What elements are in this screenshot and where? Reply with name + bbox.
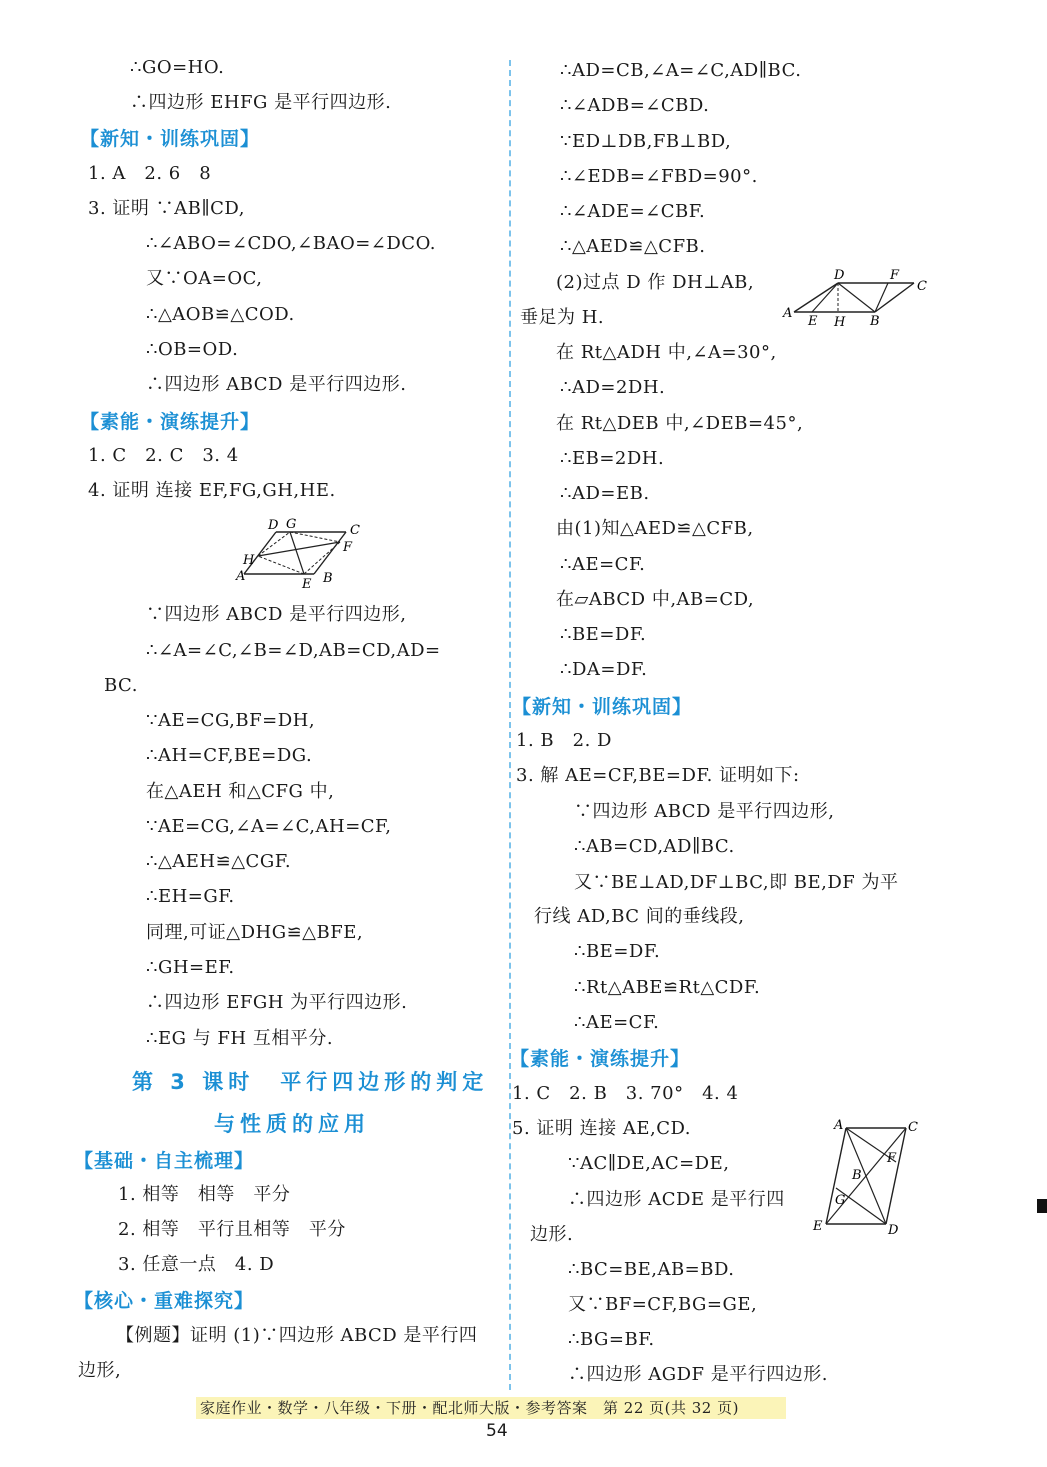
text-line: 在 Rt△DEB 中,∠DEB=45°,	[556, 413, 804, 434]
text-line: 3. 证明 ∵AB∥CD,	[88, 198, 245, 219]
page-number: 54	[486, 1421, 508, 1441]
figure-label: B	[870, 314, 880, 328]
text-line: 又∵OA=OC,	[146, 268, 263, 289]
text-line: ∴△AOB≌△COD.	[146, 304, 295, 325]
figure-label: A	[834, 1118, 844, 1133]
text-line: 1. C 2. C 3. 4	[88, 445, 239, 466]
text-line: 4. 证明 连接 EF,FG,GH,HE.	[88, 480, 336, 501]
text-line: ∴EG 与 FH 互相平分.	[146, 1028, 334, 1049]
figure-label: D	[888, 1223, 899, 1238]
section-heading: 【基础・自主梳理】	[74, 1150, 255, 1172]
section-heading: 【素能・演练提升】	[80, 411, 261, 433]
text-line: ∴Rt△ABE≌Rt△CDF.	[574, 977, 761, 998]
text-line: ∴EH=GF.	[146, 886, 235, 907]
text-line: ∵AC∥DE,AC=DE,	[568, 1153, 730, 1174]
text-line: 2. 相等 平行且相等 平分	[118, 1219, 346, 1240]
text-line: ∴∠ABO=∠CDO,∠BAO=∠DCO.	[146, 233, 437, 254]
text-line: 行线 AD,BC 间的垂线段,	[534, 906, 745, 927]
figure-label: F	[343, 540, 353, 555]
text-line: ∴四边形 EFGH 为平行四边形.	[146, 992, 408, 1013]
text-line: ∵四边形 ABCD 是平行四边形,	[146, 604, 407, 625]
section-heading: 【素能・演练提升】	[510, 1048, 691, 1070]
text-line: ∴△AEH≌△CGF.	[146, 851, 292, 872]
text-line: 3. 任意一点 4. D	[118, 1254, 275, 1275]
text-line: ∵AE=CG,BF=DH,	[146, 710, 316, 731]
figure-label: E	[302, 577, 312, 592]
text-line: ∴△AED≌△CFB.	[560, 236, 706, 257]
column-divider	[509, 60, 511, 1390]
text-line: ∴∠EDB=∠FBD=90°.	[560, 166, 758, 187]
lesson-title: 第 3 课时 平行四边形的判定	[132, 1070, 489, 1094]
figure-label: H	[834, 315, 846, 328]
text-line: ∵四边形 ABCD 是平行四边形,	[574, 801, 835, 822]
figure-label: C	[350, 523, 360, 538]
text-line: ∴GO=HO.	[130, 57, 225, 78]
section-heading: 【核心・重难探究】	[74, 1290, 255, 1312]
text-line: ∴四边形 AGDF 是平行四边形.	[568, 1364, 828, 1385]
text-line: (2)过点 D 作 DH⊥AB,	[556, 272, 755, 293]
text-line: 3. 解 AE=CF,BE=DF. 证明如下:	[516, 765, 800, 786]
parallelogram-figure-right-1	[780, 266, 930, 328]
figure-label: G	[286, 517, 297, 532]
text-line: 1. 相等 相等 平分	[118, 1184, 291, 1205]
section-heading: 【新知・训练巩固】	[512, 696, 693, 718]
figure-label: E	[808, 314, 818, 328]
figure-label: F	[890, 268, 900, 283]
text-line: ∴DA=DF.	[560, 659, 648, 680]
text-line: 5. 证明 连接 AE,CD.	[512, 1118, 691, 1139]
text-line: ∴GH=EF.	[146, 957, 235, 978]
figure-label: C	[908, 1120, 918, 1135]
text-line: ∴AD=CB,∠A=∠C,AD∥BC.	[560, 60, 802, 81]
text-line: ∴四边形 ABCD 是平行四边形.	[146, 374, 407, 395]
text-line: ∴BE=DF.	[560, 624, 647, 645]
lesson-title: 与性质的应用	[214, 1112, 370, 1136]
figure-label: H	[243, 553, 255, 568]
text-line: ∴EB=2DH.	[560, 448, 665, 469]
text-line: ∴BG=BF.	[568, 1329, 655, 1350]
figure-label: C	[917, 279, 927, 294]
text-line: 1. C 2. B 3. 70° 4. 4	[512, 1083, 739, 1104]
text-line: ∵AE=CG,∠A=∠C,AH=CF,	[146, 816, 392, 837]
figure-label: G	[835, 1193, 846, 1208]
parallelogram-figure-right-2	[808, 1116, 920, 1238]
text-line: ∴BE=DF.	[574, 941, 661, 962]
text-line: ∴AE=CF.	[574, 1012, 660, 1033]
parallelogram-figure-left	[232, 514, 372, 592]
text-line: 在△AEH 和△CFG 中,	[146, 781, 335, 802]
text-line: 边形.	[530, 1224, 574, 1245]
text-line: 垂足为 H.	[520, 307, 605, 328]
text-line: ∴四边形 EHFG 是平行四边形.	[130, 92, 392, 113]
text-line: ∴AB=CD,AD∥BC.	[574, 836, 735, 857]
text-line: 在▱ABCD 中,AB=CD,	[556, 589, 755, 610]
text-line: 由(1)知△AED≌△CFB,	[556, 518, 754, 539]
figure-label: D	[834, 268, 845, 283]
text-line: 【例题】证明 (1)∵四边形 ABCD 是平行四	[116, 1325, 478, 1346]
figure-label: D	[268, 518, 279, 533]
text-line: ∴∠A=∠C,∠B=∠D,AB=CD,AD=	[146, 640, 441, 661]
text-line: 边形,	[78, 1360, 122, 1381]
text-line: BC.	[104, 675, 138, 696]
text-line: ∴AD=EB.	[560, 483, 650, 504]
text-line: ∴∠ADE=∠CBF.	[560, 201, 706, 222]
figure-label: A	[236, 569, 246, 584]
text-line: 又∵BE⊥AD,DF⊥BC,即 BE,DF 为平	[574, 872, 899, 893]
edge-marker	[1037, 1199, 1047, 1213]
text-line: 同理,可证△DHG≌△BFE,	[146, 922, 364, 943]
figure-label: F	[887, 1151, 897, 1166]
figure-label: E	[813, 1219, 823, 1234]
figure-label: A	[783, 306, 793, 321]
text-line: ∴AH=CF,BE=DG.	[146, 745, 313, 766]
text-line: 在 Rt△ADH 中,∠A=30°,	[556, 342, 777, 363]
section-heading: 【新知・训练巩固】	[80, 128, 261, 150]
figure-label: B	[852, 1168, 862, 1183]
text-line: ∴四边形 ACDE 是平行四	[568, 1189, 785, 1210]
text-line: 又∵BF=CF,BG=GE,	[568, 1294, 758, 1315]
text-line: ∴BC=BE,AB=BD.	[568, 1259, 735, 1280]
footer-text: 家庭作业・数学・八年级・下册・配北师大版・参考答案 第 22 页(共 32 页)	[200, 1399, 739, 1417]
text-line: ∴AD=2DH.	[560, 377, 666, 398]
text-line: ∴∠ADB=∠CBD.	[560, 95, 710, 116]
text-line: ∴AE=CF.	[560, 554, 646, 575]
text-line: ∴OB=OD.	[146, 339, 239, 360]
text-line: 1. A 2. 6 8	[88, 163, 212, 184]
text-line: 1. B 2. D	[516, 730, 612, 751]
text-line: ∵ED⊥DB,FB⊥BD,	[560, 131, 732, 152]
figure-label: B	[323, 571, 333, 586]
